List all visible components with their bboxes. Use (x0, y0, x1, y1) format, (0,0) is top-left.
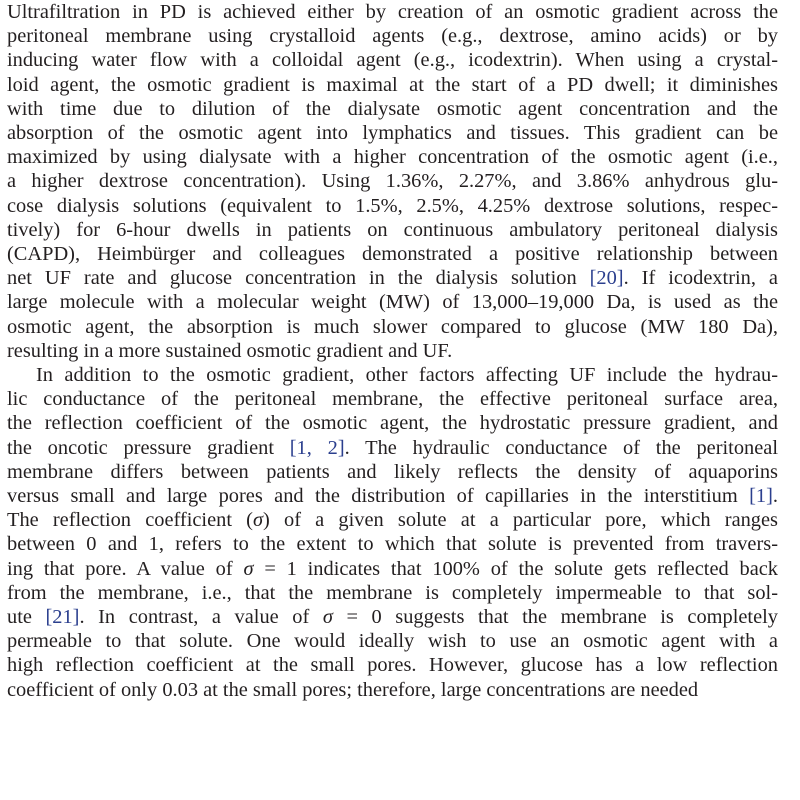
citation-link[interactable]: [1, 2] (289, 436, 345, 459)
text-line (7, 387, 778, 411)
text-segment: peritoneal membrane using crystalloid agents (e.g., dextrose, amino acids) or by (7, 25, 778, 48)
text-segment: absorption of the osmotic agent into lymphatics and tissues. This gradient can be (7, 122, 778, 144)
citation-link[interactable]: [21] (45, 606, 80, 628)
text-segment: ) of a given solute at a particular pore, which ranges (263, 509, 778, 532)
text-segment: net UF rate and glucose concentration in the dialysis solution (7, 267, 590, 290)
text-segment: a higher dextrose concentration). Using 1.36%, 2.27%, and 3.86% anhydrous glu- (7, 170, 778, 193)
text-segment: between 0 and 1, refers to the extent to which that solute is prevented from travers- (7, 533, 778, 556)
text-line (36, 363, 778, 387)
text-line (7, 0, 778, 24)
citation-link[interactable]: [1] (749, 485, 773, 507)
text-line (7, 97, 778, 121)
text-segment: cose dialysis solutions (equivalent to 1.5%, 2.5%, 4.25% dextrose solutions, respec- (7, 194, 778, 217)
text-line (7, 24, 778, 48)
sigma-symbol: σ (252, 509, 264, 532)
text-segment: permeable to that solute. One would ideally wish to use an osmotic agent with a (7, 630, 778, 653)
text-line (7, 484, 778, 508)
text-segment: loid agent, the osmotic gradient is maximal at the start of a PD dwell; it diminishes (7, 73, 778, 96)
text-line (7, 581, 778, 605)
text-segment: ute (7, 606, 46, 628)
text-segment: . In contrast, a value of (79, 606, 323, 628)
text-segment: tively) for 6-hour dwells in patients on continuous ambulatory peritoneal dialysis (7, 218, 778, 241)
text-line (7, 557, 778, 581)
sigma-symbol: σ (243, 557, 254, 580)
text-segment: resulting in a more sustained osmotic gradient and UF. (7, 339, 453, 362)
text-segment: the reflection coefficient of the osmotic agent, the hydrostatic pressure gradient, and (7, 412, 778, 435)
citation-link[interactable]: [20] (589, 267, 624, 290)
sigma-symbol: σ (322, 606, 333, 628)
text-segment: large molecule with a molecular weight (MW) of 13,000–19,000 Da, is used as the (7, 291, 778, 314)
text-line (7, 242, 778, 266)
text-segment: lic conductance of the peritoneal membrane, the effective peritoneal surface area, (7, 388, 778, 411)
text-segment: . If icodextrin, a (623, 267, 778, 290)
text-line (7, 73, 778, 97)
text-line (7, 605, 778, 629)
text-segment: from the membrane, i.e., that the membrane is completely impermeable to that sol- (7, 581, 778, 604)
text-segment: Ultrafiltration in PD is achieved either by creation of an osmotic gradient across the (7, 1, 778, 23)
text-line (7, 629, 778, 653)
text-segment: = 1 indicates that 100% of the solute gets reflected back (253, 557, 778, 580)
text-line (7, 508, 778, 532)
text-line (7, 194, 778, 218)
text-line (7, 532, 778, 556)
text-segment: coefficient of only 0.03 at the small pores; therefore, large concentrations are needed (7, 678, 699, 701)
text-segment: high reflection coefficient at the small pores. However, glucose has a low reflection (7, 654, 778, 677)
text-segment: inducing water flow with a colloidal agent (e.g., icodextrin). When using a crystal- (7, 49, 778, 72)
text-segment: ing that pore. A value of (7, 557, 244, 580)
text-segment: (CAPD), Heimbürger and colleagues demonstrated a positive relationship between (7, 243, 778, 265)
text-line (7, 266, 778, 290)
text-segment: with time due to dilution of the dialysate osmotic agent concentration and the (7, 97, 778, 120)
text-line (7, 678, 778, 702)
text-line (7, 436, 778, 460)
text-segment: membrane differs between patients and likely reflects the density of aquaporins (7, 460, 778, 483)
text-segment: In addition to the osmotic gradient, other factors affecting UF include the hydrau- (36, 364, 778, 386)
text-line (7, 145, 778, 169)
text-line (7, 315, 778, 339)
text-segment: maximized by using dialysate with a higher concentration of the osmotic agent (i.e., (7, 146, 778, 169)
text-segment: versus small and large pores and the distribution of capillaries in the interstitium (7, 485, 750, 507)
text-segment: the oncotic pressure gradient (7, 436, 290, 459)
text-line (7, 121, 778, 145)
text-line (7, 411, 778, 435)
text-segment: = 0 suggests that the membrane is completely (332, 606, 778, 628)
text-segment: osmotic agent, the absorption is much slower compared to glucose (MW 180 Da), (7, 315, 778, 338)
text-line (7, 218, 778, 242)
text-line (7, 460, 778, 484)
text-line (7, 48, 778, 72)
text-line (7, 653, 778, 677)
text-line (7, 290, 778, 314)
text-segment: . The hydraulic conductance of the peritoneal (344, 436, 778, 459)
text-segment: The reflection coefficient ( (7, 509, 253, 532)
text-line (7, 169, 778, 193)
text-segment: . (772, 485, 778, 507)
text-line (7, 339, 778, 363)
